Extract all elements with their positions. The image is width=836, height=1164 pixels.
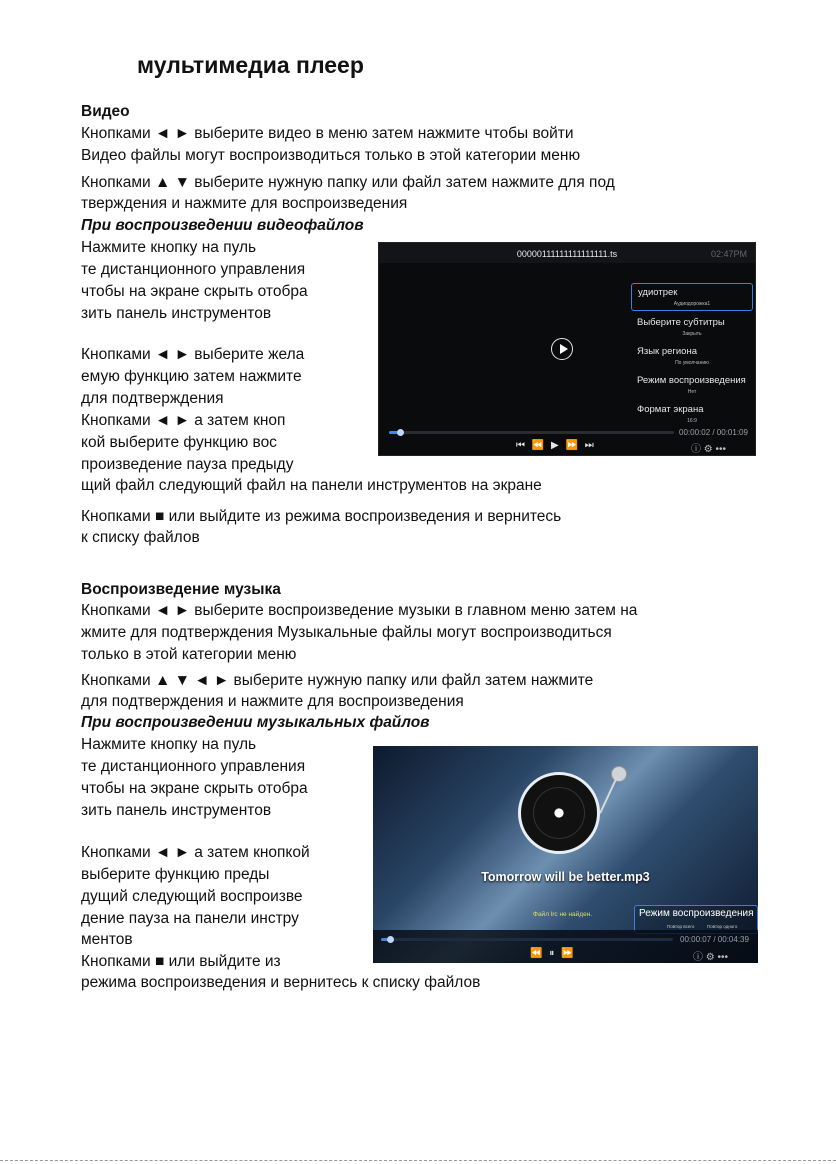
menu-item-audio-track[interactable]	[631, 283, 753, 311]
playback-mode-label: Режим воспроизведения	[639, 908, 754, 919]
music-line-4: Кнопками ▲ ▼ ◄ ► выберите нужную папку или файл затем нажмите	[81, 672, 594, 689]
video-transport-controls[interactable]: ⏮ ⏪ ▶ ⏩ ⏭	[516, 440, 596, 451]
menu-item-region-language[interactable]	[631, 343, 753, 372]
menu-item-value: Нет	[687, 389, 697, 395]
music-col-4: зить панель инструментов	[81, 802, 272, 819]
music-line-1: Кнопками ◄ ► выберите воспроизведение музыки в главном меню затем на	[81, 602, 638, 619]
music-transport-controls[interactable]: ⏪ ⏸ ⏩	[530, 948, 576, 959]
menu-item-playback-mode[interactable]	[631, 372, 753, 401]
video-options-menu	[631, 283, 753, 430]
menu-item-value: По умолчанию	[675, 360, 709, 366]
menu-item-subtitles[interactable]	[631, 314, 753, 343]
repeat-all-option[interactable]: Повтор всего	[667, 924, 695, 929]
menu-item-value: Закрыть	[682, 331, 702, 337]
video-wide-3: к списку файлов	[81, 529, 200, 546]
video-col-4: зить панель инструментов	[81, 305, 272, 322]
music-col-1: Нажмите кнопку на пуль	[81, 736, 257, 753]
menu-item-screen-format[interactable]	[631, 401, 753, 430]
page-title: мультимедиа плеер	[137, 52, 364, 78]
music-col-5: Кнопками ◄ ► а затем кнопкой	[81, 844, 310, 861]
music-heading: Воспроизведение музыка	[81, 581, 281, 598]
music-time: 00:00:07 / 00:04:39	[680, 935, 749, 944]
music-wide-1: режима воспроизведения и вернитесь к списку файлов	[81, 974, 481, 991]
video-wide-1: щий файл следующий файл на панели инструментов на экране	[81, 477, 542, 494]
video-time: 00:00:02 / 00:01:09	[679, 428, 748, 437]
video-col-9: кой выберите функцию вос	[81, 434, 277, 451]
music-progress-knob[interactable]	[387, 936, 394, 943]
video-line-4: тверждения и нажмите для воспроизведения	[81, 195, 408, 212]
music-col-9: ментов	[81, 931, 133, 948]
menu-item-label: Режим воспроизведения	[637, 375, 746, 386]
tonearm-icon	[599, 777, 618, 814]
music-col-10: Кнопками ■ или выйдите из	[81, 953, 281, 970]
menu-item-label: Выберите субтитры	[637, 317, 725, 328]
video-info-settings-icons[interactable]: ⓘ ⚙ •••	[691, 444, 727, 455]
lyrics-not-found: Файл lrc не найден.	[533, 911, 593, 918]
video-filename: 00000111111111111111.ts	[516, 249, 618, 259]
music-col-2: те дистанционного управления	[81, 758, 306, 775]
video-line-2: Видео файлы могут воспроизводиться только в этой категории меню	[81, 147, 581, 164]
music-line-2: жмите для подтверждения Музыкальные файлы могут воспроизводиться	[81, 624, 612, 641]
video-col-2: те дистанционного управления	[81, 261, 306, 278]
music-player-screenshot	[373, 746, 758, 963]
music-line-3: только в этой категории меню	[81, 646, 297, 663]
vinyl-disc-icon	[518, 772, 600, 854]
song-name: Tomorrow will be better.mp3	[481, 870, 650, 884]
video-clock: 02:47PM	[710, 249, 747, 259]
menu-item-label: Формат экрана	[637, 404, 704, 415]
video-col-1: Нажмите кнопку на пуль	[81, 239, 257, 256]
repeat-one-option[interactable]: Повтор одного	[707, 924, 738, 929]
video-line-1: Кнопками ◄ ► выберите видео в меню затем нажмите чтобы войти	[81, 125, 574, 142]
video-line-3: Кнопками ▲ ▼ выберите нужную папку или файл затем нажмите для под	[81, 174, 615, 191]
music-col-8: дение пауза на панели инстру	[81, 910, 299, 927]
video-subheading: При воспроизведении видеофайлов	[81, 217, 364, 234]
music-progress-bar[interactable]	[381, 938, 673, 941]
video-col-5: Кнопками ◄ ► выберите жела	[81, 346, 305, 363]
menu-item-value: 16:9	[687, 418, 697, 424]
video-progress-knob[interactable]	[397, 429, 404, 436]
page-bottom-divider	[0, 1160, 836, 1161]
music-info-settings-icons[interactable]: ⓘ ⚙ •••	[693, 952, 729, 963]
play-icon[interactable]	[551, 338, 573, 360]
music-col-3: чтобы на экране скрыть отобра	[81, 780, 308, 797]
music-line-5: для подтверждения и нажмите для воспроизведения	[81, 693, 464, 710]
video-col-8: Кнопками ◄ ► а затем кноп	[81, 412, 286, 429]
music-col-7: дущий следующий воспроизве	[81, 888, 303, 905]
video-col-7: для подтверждения	[81, 390, 224, 407]
video-player-screenshot	[378, 242, 756, 456]
video-progress-bar[interactable]	[389, 431, 674, 434]
video-col-3: чтобы на экране скрыть отобра	[81, 283, 308, 300]
video-wide-2: Кнопками ■ или выйдите из режима воспроизведения и вернитесь	[81, 508, 562, 525]
video-heading: Видео	[81, 103, 130, 120]
music-col-6: выберите функцию преды	[81, 866, 270, 883]
video-col-10: произведение пауза предыду	[81, 456, 294, 473]
menu-item-label: Язык региона	[637, 346, 697, 357]
music-subheading: При воспроизведении музыкальных файлов	[81, 714, 430, 731]
menu-item-value: Аудиодорожка1	[673, 301, 711, 307]
menu-item-label: удиотрек	[638, 287, 678, 298]
video-col-6: емую функцию затем нажмите	[81, 368, 302, 385]
